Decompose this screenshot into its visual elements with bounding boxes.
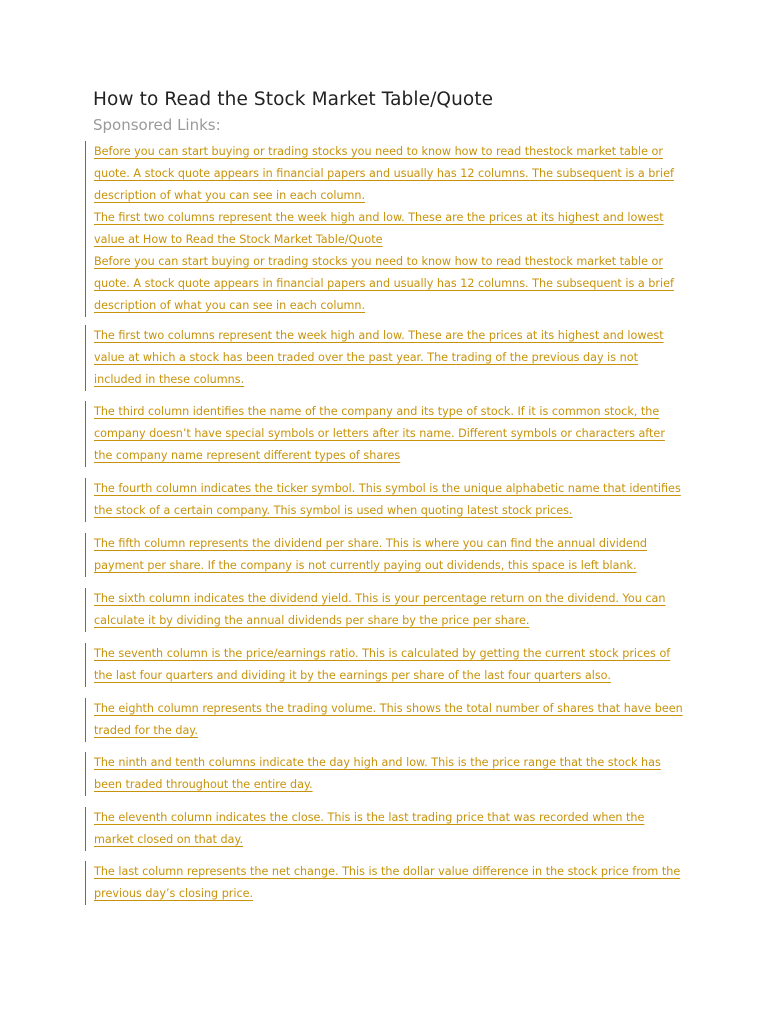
- column-block-day-high-low: [85, 752, 684, 796]
- link-paragraph[interactable]: The fourth column indicates the ticker symbol. This symbol is the unique alphabetic name that identifies the stock of a certain company. This symbol is used when quoting latest stock prices.: [94, 482, 681, 517]
- link-paragraph[interactable]: The seventh column is the price/earnings ratio. This is calculated by getting the current stock prices of the last four quarters and dividing it by the earnings per share of the last four quarters also.: [94, 647, 671, 682]
- intro-block: [85, 141, 684, 317]
- link-paragraph[interactable]: The first two columns represent the week high and low. These are the prices at its highest and lowest value at How to Read the Stock Market Table/Quote: [94, 211, 664, 246]
- link-paragraph[interactable]: The fifth column represents the dividend per share. This is where you can find the annual dividend payment per share. If the company is not currently paying out dividends, this space is left blank.: [94, 537, 647, 572]
- column-block-dividend: [85, 533, 684, 577]
- column-block-close: [85, 807, 684, 851]
- sponsored-links-label: Sponsored Links:: [93, 116, 221, 134]
- link-paragraph[interactable]: The first two columns represent the week high and low. These are the prices at its highest and lowest value at which a stock has been traded over the past year. The trading of the previous day is not included in these columns.: [94, 329, 664, 386]
- page-title: How to Read the Stock Market Table/Quote: [93, 89, 494, 110]
- link-paragraph[interactable]: Before you can start buying or trading stocks you need to know how to read thestock market table or quote. A stock quote appears in financial papers and usually has 12 columns. The subsequent is a brief description of what you can see in each column.: [94, 255, 674, 312]
- link-paragraph[interactable]: Before you can start buying or trading stocks you need to know how to read thestock market table or quote. A stock quote appears in financial papers and usually has 12 columns. The subsequent is a brief description of what you can see in each column.: [94, 145, 674, 202]
- column-block-ticker: [85, 478, 684, 522]
- link-paragraph[interactable]: The eleventh column indicates the close. This is the last trading price that was recorded when the market closed on that day.: [94, 811, 645, 846]
- column-block-pe-ratio: [85, 643, 684, 687]
- column-block-net-change: [85, 861, 684, 905]
- link-paragraph[interactable]: The last column represents the net change. This is the dollar value difference in the stock price from the previous day’s closing price.: [94, 865, 681, 900]
- column-block-company-name: [85, 401, 684, 467]
- link-paragraph[interactable]: The ninth and tenth columns indicate the day high and low. This is the price range that the stock has been traded throughout the entire day.: [94, 756, 661, 791]
- column-block-yield: [85, 588, 684, 632]
- link-paragraph[interactable]: The sixth column indicates the dividend yield. This is your percentage return on the dividend. You can calculate it by dividing the annual dividends per share by the price per share.: [94, 592, 666, 627]
- link-paragraph[interactable]: The eighth column represents the trading volume. This shows the total number of shares that have been traded for the day.: [94, 702, 683, 737]
- link-paragraph[interactable]: The third column identifies the name of the company and its type of stock. If it is common stock, the company doesn’t have special symbols or letters after its name. Different symbols or characters after the company name represent different types of shares: [94, 405, 665, 462]
- column-block-week-high-low: [85, 325, 684, 391]
- column-block-volume: [85, 698, 684, 742]
